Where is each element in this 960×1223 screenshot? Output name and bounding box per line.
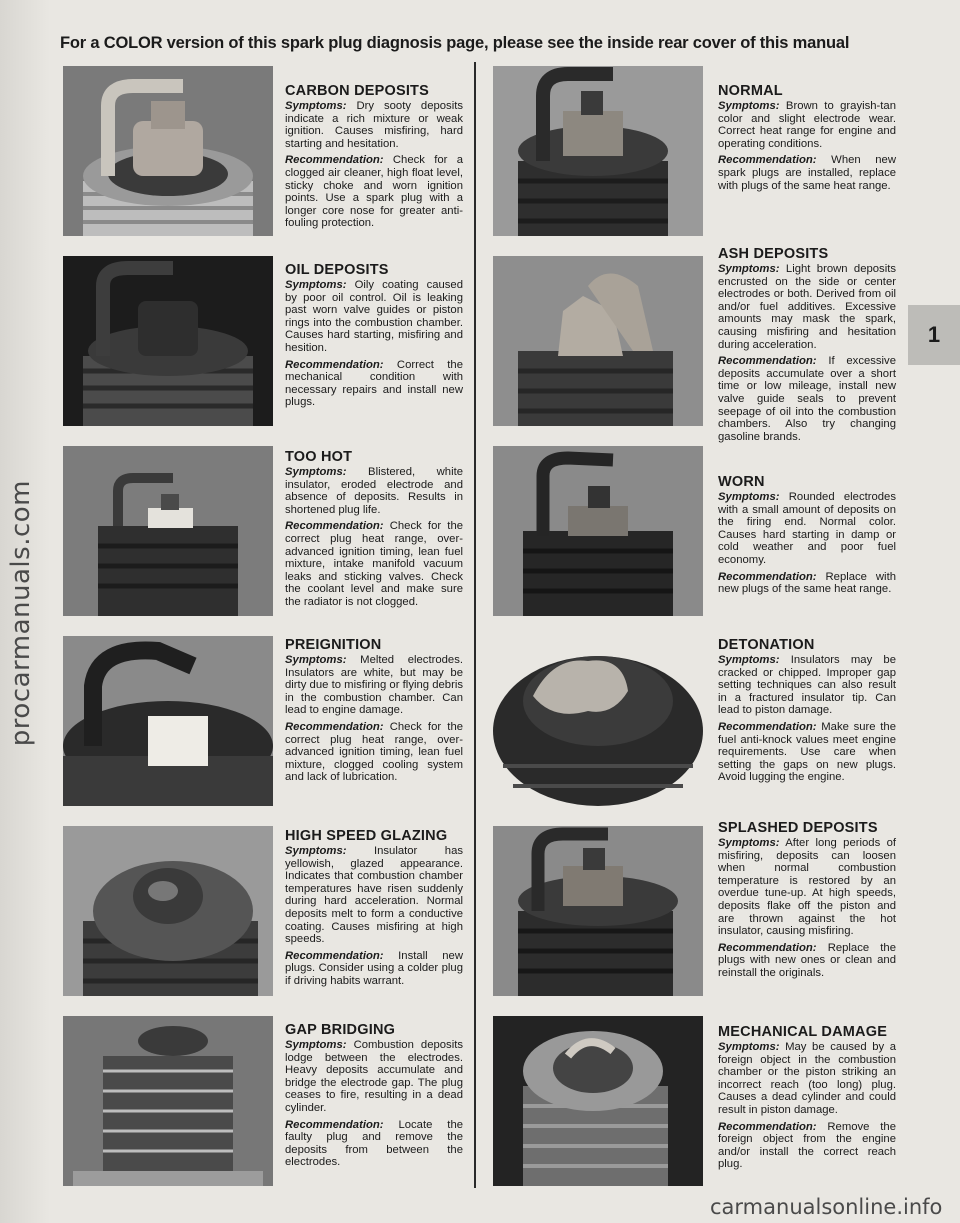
- symptoms-text: Rounded electrodes with a small amount of deposits on the firing end. Normal color. Causes hard starting in damp or cold weather and poor fuel economy.: [718, 491, 896, 566]
- entry-title: TOO HOT: [285, 449, 353, 465]
- entry-normal: [718, 83, 896, 196]
- symptoms-text: Combustion deposits lodge between the electrodes. Heavy deposits accumulate and bridge the electrode gap. The plug ceases to fire, resulting in a dead cylinder.: [285, 1039, 463, 1114]
- symptoms-label: Symptoms:: [718, 263, 780, 275]
- plug-photo-gap-bridging: [63, 1016, 273, 1186]
- symptoms-label: Symptoms:: [285, 279, 347, 291]
- symptoms-label: Symptoms:: [285, 1039, 347, 1051]
- symptoms-text: Blistered, white insulator, eroded electrode and absence of deposits. Results in shortened plug life.: [285, 466, 463, 516]
- plug-photo-carbon: [63, 66, 273, 236]
- entry-title: CARBON DEPOSITS: [285, 83, 429, 99]
- plug-photo-ash: [493, 256, 703, 426]
- recommendation-text: Replace the plugs with new ones or clean and reinstall the originals.: [718, 941, 897, 979]
- recommendation-label: Recommendation:: [285, 520, 384, 533]
- recommendation-label: Recommendation:: [285, 949, 384, 962]
- symptoms-label: Symptoms:: [718, 100, 780, 112]
- symptoms-text: Light brown deposits encrusted on the side or center electrodes or both. Derived from oil and/or fuel additives. Excessive amounts may mask the spark, causing misfiring and hesitation during acceleration.: [718, 263, 897, 351]
- symptoms-text: Oily coating caused by poor oil control. Oil is leaking past worn valve guides or piston rings into the combustion chamber. Causes hard starting, misfiring and hesition.: [285, 279, 463, 354]
- recommendation-text: Locate the faulty plug and remove the deposits from between the electrodes.: [285, 1118, 464, 1169]
- plug-photo-preignition: [63, 636, 273, 806]
- recommendation-text: Remove the foreign object from the engine and/or install the correct reach plug.: [718, 1120, 896, 1171]
- plug-photo-glazing: [63, 826, 273, 996]
- entry-preignition: [285, 637, 463, 788]
- recommendation-text: Replace with new plugs of the same heat range.: [718, 570, 896, 596]
- recommendation-label: Recommendation:: [285, 154, 384, 167]
- symptoms-text: After long periods of misfiring, deposits can loosen when normal combustion temperature is restored by an overdue tune-up. At high speeds, deposits flake off the piston and are thrown against the hot insulator, causing misfiring.: [718, 837, 896, 938]
- symptoms-label: Symptoms:: [285, 466, 347, 478]
- entry-title: ASH DEPOSITS: [718, 246, 829, 262]
- plug-photo-worn: [493, 446, 703, 616]
- recommendation-label: Recommendation:: [718, 1120, 817, 1133]
- recommendation-label: Recommendation:: [285, 1118, 384, 1131]
- entry-title: DETONATION: [718, 637, 815, 653]
- recommendation-label: Recommendation:: [718, 720, 817, 733]
- symptoms-label: Symptoms:: [285, 654, 347, 666]
- plug-photo-detonation: [493, 636, 703, 806]
- plug-photo-splashed: [493, 826, 703, 996]
- recommendation-text: Install new plugs. Consider using a colder plug if driving habits warrant.: [285, 949, 463, 987]
- entry-too-hot: [285, 449, 463, 613]
- entry-oil-deposits: [285, 262, 463, 413]
- entry-title: NORMAL: [718, 83, 783, 99]
- entry-title: PREIGNITION: [285, 637, 382, 653]
- footer-watermark: carmanualsonline.info: [710, 1195, 943, 1219]
- entry-title: GAP BRIDGING: [285, 1022, 396, 1038]
- symptoms-label: Symptoms:: [718, 1041, 780, 1053]
- entry-title: HIGH SPEED GLAZING: [285, 828, 448, 844]
- recommendation-text: When new spark plugs are installed, replace with plugs of the same heat range.: [718, 154, 896, 192]
- page-header: For a COLOR version of this spark plug diagnosis page, please see the inside rear cover of this manual: [60, 34, 850, 52]
- entry-mechanical-damage: [718, 1024, 896, 1175]
- plug-photo-normal: [493, 66, 703, 236]
- recommendation-text: Check for the correct plug heat range, over-advanced ignition timing, lean fuel mixture, intake manifold vacuum leaks and sticking valves. Check the coolant level and make sure the radiator is not clogged.: [285, 520, 464, 608]
- recommendation-text: Make sure the fuel anti-knock values meet engine requirements. Use care when setting the gaps on new plugs. Avoid lugging the engine.: [718, 720, 896, 784]
- symptoms-label: Symptoms:: [285, 845, 347, 857]
- recommendation-text: If excessive deposits accumulate over a short time or low mileage, install new valve guide seals to prevent seepage of oil into the combustion chambers. Also try changing gasoline brands.: [718, 355, 896, 443]
- entry-ash-deposits: [718, 246, 896, 447]
- recommendation-label: Recommendation:: [718, 941, 817, 954]
- plug-photo-too-hot: [63, 446, 273, 616]
- symptoms-text: Insulators may be cracked or chipped. Improper gap setting techniques can also result in a fractured insulator tip. Can lead to piston damage.: [718, 654, 896, 717]
- entry-splashed-deposits: [718, 820, 896, 984]
- recommendation-label: Recommendation:: [718, 355, 817, 368]
- symptoms-text: Insulator has yellowish, glazed appearance. Indicates that combustion chamber temperatures have risen suddenly during hard acceleration. Normal deposits melt to form a conductive coating. Causes misfiring at high speeds.: [285, 845, 463, 946]
- side-watermark: procarmanuals.com: [6, 480, 36, 747]
- symptoms-text: May be caused by a foreign object in the combustion chamber or the piston striking an incorrect reach (too long) plug. Causes a dead cylinder and could result in piston damage.: [718, 1041, 897, 1116]
- symptoms-label: Symptoms:: [718, 654, 780, 666]
- chapter-tab: 1: [908, 305, 960, 365]
- entry-high-speed-glazing: [285, 828, 463, 992]
- plug-photo-oil: [63, 256, 273, 426]
- symptoms-label: Symptoms:: [285, 100, 347, 112]
- entry-gap-bridging: [285, 1022, 463, 1173]
- recommendation-label: Recommendation:: [718, 570, 817, 583]
- entry-title: OIL DEPOSITS: [285, 262, 389, 278]
- symptoms-text: Dry sooty deposits indicate a rich mixture or weak ignition. Causes misfiring, hard starting and hesitation.: [285, 100, 463, 150]
- recommendation-label: Recommendation:: [285, 720, 384, 733]
- entry-carbon-deposits: [285, 83, 463, 234]
- plug-photo-mechanical: [493, 1016, 703, 1186]
- recommendation-text: Correct the mechanical condition with necessary repairs and install new plugs.: [285, 358, 463, 409]
- column-divider: [474, 62, 476, 1188]
- symptoms-text: Melted electrodes. Insulators are white, but may be dirty due to misfiring or flying debris in the combustion chamber. Can lead to engine damage.: [285, 654, 463, 717]
- entry-title: WORN: [718, 474, 765, 490]
- recommendation-label: Recommendation:: [718, 154, 817, 167]
- entry-title: SPLASHED DEPOSITS: [718, 820, 878, 836]
- symptoms-text: Brown to grayish-tan color and slight electrode wear. Correct heat range for engine and operating conditions.: [718, 100, 896, 150]
- entry-title: MECHANICAL DAMAGE: [718, 1024, 888, 1040]
- entry-worn: [718, 474, 896, 600]
- recommendation-text: Check for a clogged air cleaner, high float level, sticky choke and worn ignition points. Use a spark plug with a longer core nose for greater anti-fouling protection.: [285, 154, 464, 230]
- recommendation-label: Recommendation:: [285, 358, 384, 371]
- recommendation-text: Check for the correct plug heat range, over-advanced ignition timing, lean fuel mixture, clogged cooling system and lack of lubrication.: [285, 720, 464, 784]
- symptoms-label: Symptoms:: [718, 491, 780, 503]
- symptoms-label: Symptoms:: [718, 837, 780, 849]
- entry-detonation: [718, 637, 896, 788]
